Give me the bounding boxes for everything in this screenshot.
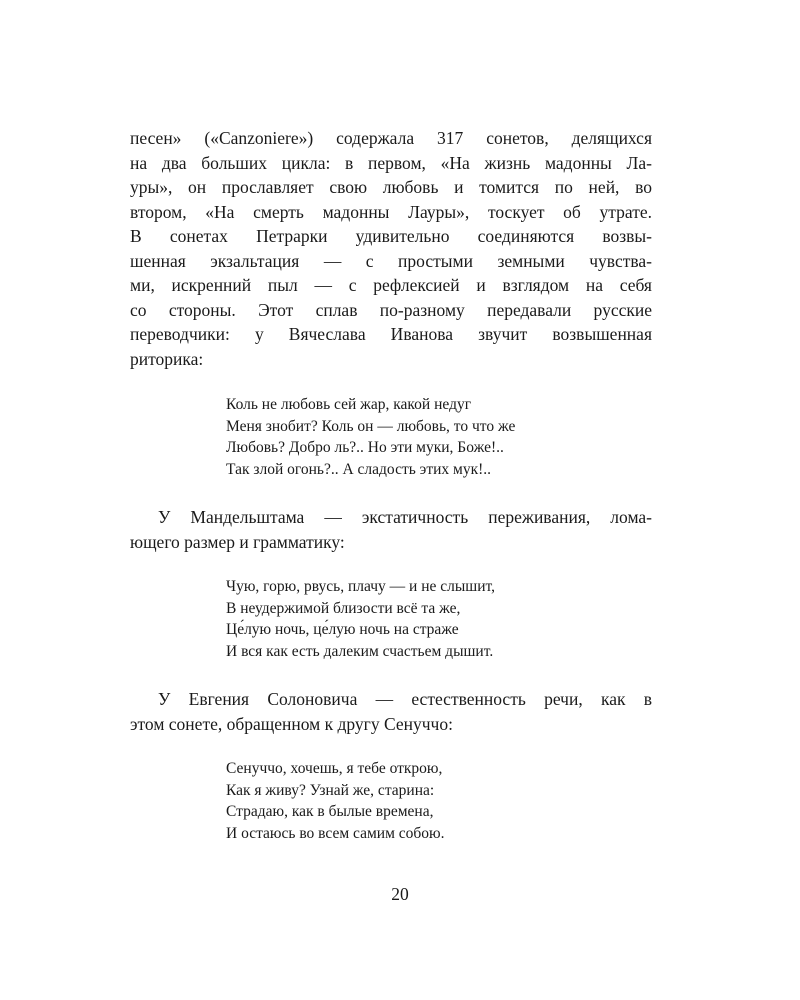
verse-line: Меня знобит? Коль он — любовь, то что же: [226, 417, 516, 435]
text-line: У Евгения Солоновича — естественность речи, как в: [158, 689, 652, 709]
text-line: риторика:: [130, 348, 204, 369]
verse-line: Коль не любовь сей жар, какой недуг: [226, 396, 472, 413]
text-line: ющего размер и грамматику:: [130, 531, 345, 552]
paragraph-solonovich: [130, 687, 652, 736]
text-line: песен» («Canzoniere») содержала 317 сонетов, делящихся: [130, 128, 652, 148]
text-line: со стороны. Этот сплав по-разному передавали русские: [130, 299, 652, 320]
verse-ivanov: [226, 394, 646, 480]
text-line: В сонетах Петрарки удивительно соединяются возвы-: [130, 226, 652, 246]
verse-line: В неудержимой близости всё та же,: [226, 599, 461, 617]
verse-line: Сенуччо, хочешь, я тебе открою,: [226, 760, 443, 777]
verse-mandelstam: [226, 576, 646, 662]
text-line: ми, искренний пыл — с рефлексией и взглядом на себя: [130, 275, 652, 295]
verse-solonovich: [226, 758, 646, 844]
verse-line: Так злой огонь?.. А сладость этих мук!..: [226, 460, 492, 478]
verse-line: И остаюсь во всем самим собою.: [226, 824, 445, 842]
text-line: переводчики: у Вячеслава Иванова звучит возвышенная: [130, 324, 652, 344]
verse-line: Страдаю, как в былые времена,: [226, 803, 434, 820]
text-line: на два больших цикла: в первом, «На жизнь мадонны Ла-: [130, 152, 652, 173]
verse-line: Чую, горю, рвусь, плачу — и не слышит,: [226, 578, 495, 595]
verse-line: Как я живу? Узнай же, старина:: [226, 781, 435, 799]
text-line: втором, «На смерть мадонны Лауры», тоскует об утрате.: [130, 201, 652, 222]
paragraph-mandelstam: [130, 505, 652, 554]
verse-line: Любовь? Добро ль?.. Но эти муки, Боже!..: [226, 439, 504, 456]
text-line: этом сонете, обращенном к другу Сенуччо:: [130, 713, 453, 734]
verse-line: И вся как есть далеким счастьем дышит.: [226, 642, 494, 660]
text-line: шенная экзальтация — с простыми земными чувства-: [130, 250, 652, 271]
verse-line: Це́лую ночь, це́лую ночь на страже: [226, 621, 459, 638]
text-line: У Мандельштама — экстатичность переживания, лома-: [158, 507, 652, 527]
text-line: уры», он прославляет свою любовь и томится по ней, во: [130, 177, 652, 197]
page-number: 20: [391, 884, 409, 904]
paragraph-petrarch-sonnets: [130, 126, 652, 371]
